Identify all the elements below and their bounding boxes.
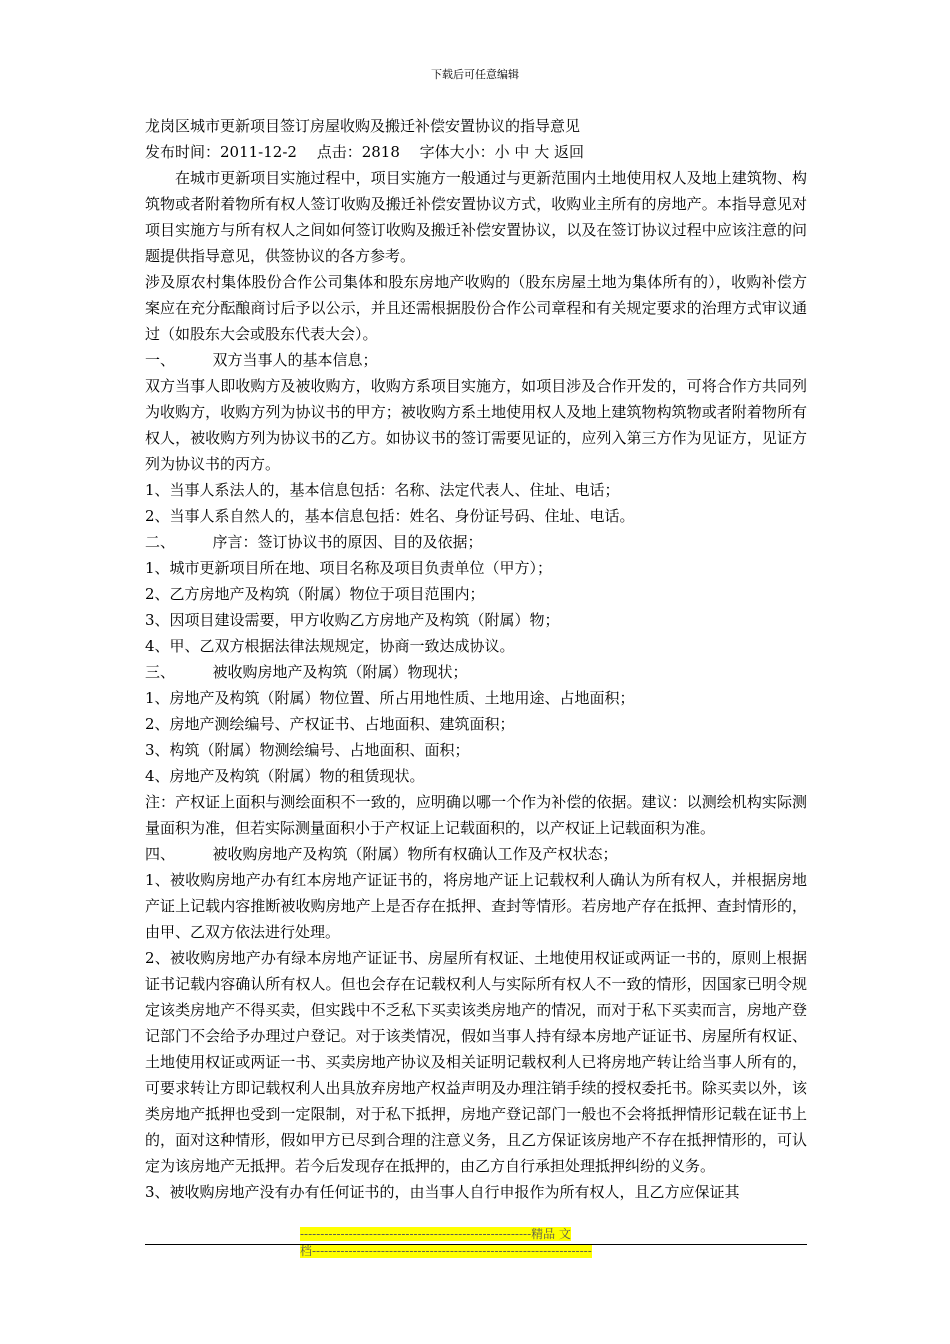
list-item: 1、房地产及构筑（附属）物位置、所占用地性质、土地用途、占地面积； <box>145 689 635 707</box>
note-paragraph: 注：产权证上面积与测绘面积不一致的，应明确以哪一个作为补偿的依据。建议：以测绘机构实际测量面积为准，但若实际测量面积小于产权证上记载面积的，以产权证上记载面积为准。 <box>145 793 807 837</box>
list-item: 1、被收购房地产办有红本房地产证证书的，将房地产证上记载权利人确认为所有权人，并根据房地产证上记载内容推断被收购房地产上是否存在抵押、查封等情形。若房地产存在抵押、查封情形的，由甲、乙双方依法进行处理。 <box>145 871 807 941</box>
footer-line-1 <box>145 1226 807 1243</box>
footer-rule <box>145 1244 807 1245</box>
page-footer <box>145 1226 807 1260</box>
section-heading: 三、 被收购房地产及构筑（附属）物现状； <box>145 663 468 681</box>
list-item: 1、当事人系法人的，基本信息包括：名称、法定代表人、住址、电话； <box>145 481 620 499</box>
paragraph: 涉及原农村集体股份合作公司集体和股东房地产收购的（股东房屋土地为集体所有的），收购补偿方案应在充分酝酿商讨后予以公示，并且还需根据股份合作公司章程和有关规定要求的治理方式审议通过（如股东大会或股东代表大会）。 <box>145 273 807 343</box>
section-heading: 二、 序言：签订协议书的原因、目的及依据； <box>145 533 483 551</box>
list-item: 2、当事人系自然人的，基本信息包括：姓名、身份证号码、住址、电话。 <box>145 507 635 525</box>
list-item: 3、构筑（附属）物测绘编号、占地面积、面积； <box>145 741 470 759</box>
paragraph: 在城市更新项目实施过程中，项目实施方一般通过与更新范围内土地使用权人及地上建筑物、构筑物或者附着物所有权人签订收购及搬迁补偿安置协议方式，收购业主所有的房地产。本指导意见对项目实施方与所有权人之间如何签订收购及搬迁补偿安置协议，以及在签订协议过程中应该注意的问题提供指导意见，供签协议的各方参考。 <box>145 169 807 265</box>
section-heading: 一、 双方当事人的基本信息； <box>145 351 378 369</box>
list-item: 3、因项目建设需要，甲方收购乙方房地产及构筑（附属）物； <box>145 611 560 629</box>
document-title: 龙岗区城市更新项目签订房屋收购及搬迁补偿安置协议的指导意见 <box>145 117 581 135</box>
list-item: 1、城市更新项目所在地、项目名称及项目负责单位（甲方）； <box>145 559 553 577</box>
page-header: 下载后可任意编辑 <box>431 68 519 81</box>
list-item: 3、被收购房地产没有办有任何证书的，由当事人自行申报作为所有权人，且乙方应保证其 <box>145 1183 740 1201</box>
paragraph: 双方当事人即收购方及被收购方，收购方系项目实施方，如项目涉及合作开发的，可将合作方共同列为收购方，收购方列为协议书的甲方；被收购方系土地使用权人及地上建筑物构筑物或者附着物所有权人，被收购方列为协议书的乙方。如协议书的签订需要见证的，应列入第三方作为见证方，见证方列为协议书的丙方。 <box>145 377 807 473</box>
footer-highlight-1: ---------------------------------------------------------精品 文 <box>300 1227 571 1241</box>
footer-highlight-2: 档--------------------------------------------------------------------- <box>300 1244 592 1258</box>
list-item: 4、房地产及构筑（附属）物的租赁现状。 <box>145 767 425 785</box>
list-item: 2、乙方房地产及构筑（附属）物位于项目范围内； <box>145 585 485 603</box>
list-item: 4、甲、乙双方根据法律法规规定，协商一致达成协议。 <box>145 637 515 655</box>
section-heading: 四、 被收购房地产及构筑（附属）物所有权确认工作及产权状态； <box>145 845 618 863</box>
footer-line-2 <box>145 1243 807 1260</box>
list-item: 2、被收购房地产办有绿本房地产证证书、房屋所有权证、土地使用权证或两证一书的，原则上根据证书记载内容确认所有权人。但也会存在记载权利人与实际所有权人不一致的情形，因国家已明令规定该类房地产不得买卖，但实践中不乏私下买卖该类房地产的情况，而对于私下买卖而言，房地产登记部门不会给予办理过户登记。对于该类情况，假如当事人持有绿本房地产证证书、房屋所有权证、土地使用权证或两证一书、买卖房地产协议及相关证明记载权利人已将房地产转让给当事人所有的，可要求转让方即记载权利人出具放弃房地产权益声明及办理注销手续的授权委托书。除买卖以外，该类房地产抵押也受到一定限制，对于私下抵押，房地产登记部门一般也不会将抵押情形记载在证书上的，面对这种情形，假如甲方已尽到合理的注意义务，且乙方保证该房地产不存在抵押情形的，可认定为该房地产无抵押。若今后发现存在抵押的，由乙方自行承担处理抵押纠纷的义务。 <box>145 949 807 1175</box>
list-item: 2、房地产测绘编号、产权证书、占地面积、建筑面积； <box>145 715 515 733</box>
document-body <box>145 113 807 1205</box>
publish-meta: 发布时间：2011-12-2 点击：2818 字体大小：小 中 大 返回 <box>145 143 584 161</box>
